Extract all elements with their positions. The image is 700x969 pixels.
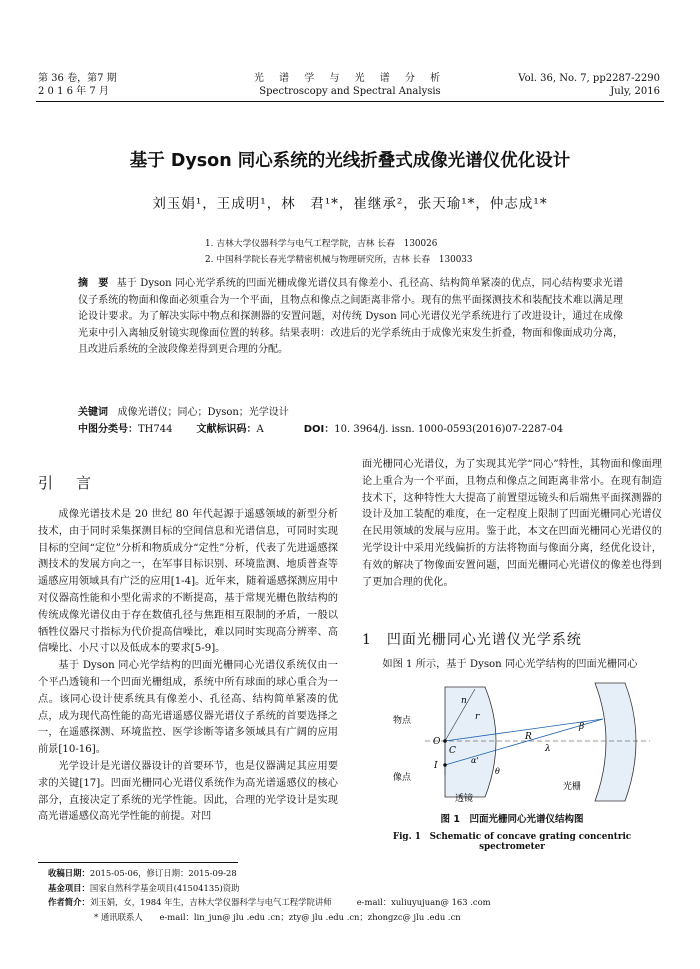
column-right (362, 457, 662, 591)
clc-label: 中图分类号： (78, 423, 138, 435)
keywords-text: 成像光谱仪；同心；Dyson；光学设计 (117, 407, 289, 418)
section-heading-1: 1 凹面光栅同心光谱仪光学系统 (362, 632, 582, 648)
paragraph: 光学设计是光谱仪器设计的首要环节，也是仪器满足其应用要求的关键[17]。凹面光栅同心光谱仪系统作为高光谱遥感仪的核心部分，直接决定了系统的光学性能。因此，合理的光学设计是实现高光谱遥感仪高光学性能的前提。对凹 (38, 760, 338, 823)
figure-caption-en: Fig. 1 Schematic of concave grating concentric spectrometer (392, 832, 632, 852)
label-image-point: 像点 (393, 773, 412, 783)
journal-name-en: Spectroscopy and Spectral Analysis (259, 86, 441, 97)
header-rule (36, 101, 664, 102)
volume-en: Vol. 36, No. 7, pp2287-2290 (518, 73, 660, 84)
section-1-text (362, 657, 662, 674)
image-point-dot (443, 763, 447, 767)
date-cn: 2 0 1 6 年 7 月 (38, 86, 109, 97)
figure-caption-cn: 图 1 凹面光栅同心光谱仪结构图 (440, 814, 584, 825)
abstract-text: 基于 Dyson 同心光学系统的凹面光栅成像光谱仪具有像差小、孔径高、结构简单紧凑的优点，同心结构要求光谱仪子系统的物面和像面必须重合为一个平面，且物点和像点之间距离非常小。现有的焦平面探测技术和装配技术难以满足理论设计要求。为了解决实际中物点和探测器的安置问题，对传统 Dyson 同心光谱仪光学系统进行了改进设计，通过在成像光束中引入离轴反射镜实现像面位置的转移。结果表明：改进后的光学系统由于成像光束发生折叠，物面和像面成功分离，且改进后系统的全波段像差得到更合理的分配。 (78, 278, 623, 355)
label-theta: θ (495, 767, 500, 776)
label-R: R (525, 732, 532, 742)
label-C: C (449, 746, 456, 756)
corresponding-author: * 通讯联系人 e-mail：lin_jun@ jlu .edu .cn；zty@ jlu .edu .cn；zhongzc@ jlu .edu .cn (94, 911, 461, 922)
grating-shape (595, 683, 636, 801)
keywords-label: 关键词 (78, 407, 108, 418)
date-en: July, 2016 (610, 86, 660, 97)
paragraph: 如图 1 所示，基于 Dyson 同心光学结构的凹面光栅同心 (382, 659, 638, 670)
paper-title: 基于 Dyson 同心系统的光线折叠式成像光谱仪优化设计 (129, 151, 571, 171)
affiliations (205, 236, 473, 268)
abstract-label: 摘 要 (78, 278, 109, 289)
label-O: O (433, 737, 441, 747)
doi-value: 10. 3964/j. issn. 1000-0593(2016)07-2287-04 (334, 423, 564, 435)
volume-cn: 第 36 卷，第7 期 (38, 73, 117, 84)
header-issue (518, 72, 660, 98)
footnotes (48, 866, 491, 924)
affiliation-1: 1. 吉林大学仪器科学与电气工程学院，吉林 长春 130026 (205, 239, 438, 249)
label-beta: β (579, 722, 585, 732)
paragraph: 基于 Dyson 同心光学结构的凹面光栅同心光谱仪系统仅由一个平凸透镜和一个凹面光栅组成，系统中所有球面的球心重合为一点。该同心设计使系统具有像差小、孔径高、结构简单紧凑的优点，成为现代高性能的高光谱遥感仪器光谱仪子系统的首要选择之一，在遥感探测、环境监控、医学诊断等诸多领域具有广阔的应用前景[10-16]。 (38, 660, 338, 756)
author-bio: 刘玉娟，女，1984 年生，吉林大学仪器科学与电气工程学院讲师 e-mail：xuliuyujuan@ 163 .com (89, 897, 491, 907)
abstract (78, 276, 623, 359)
section-heading-intro: 引 言 (38, 474, 96, 492)
label-grating: 光栅 (563, 782, 582, 792)
paragraph: 面光栅同心光谱仪，为了实现其光学“同心”特性，其物面和像面理论上重合为一个平面，且物点和像点之间距离非常小。在现有制造技术下，这种特性大大提高了前置望远镜头和后端焦平面探测器的设计及加工装配的难度，在一定程度上限制了凹面光栅同心光谱仪在民用领域的发展与应用。鉴于此，本文在凹面光栅同心光谱仪的光学设计中采用光线偏折的方法将物面与像面分离，经优化设计，有效的解决了物像面安置问题，凹面光栅同心光谱仪的像差也得到了更加合理的优化。 (362, 459, 662, 588)
lens-shape (445, 687, 496, 797)
fund-text: 国家自然科学基金项目(41504135)资助 (89, 882, 240, 893)
label-object-point: 物点 (393, 716, 412, 726)
label-I: I (434, 761, 438, 771)
figure-1-diagram (385, 679, 665, 804)
author-list: 刘玉娟¹，王成明¹，林 君¹*，崔继承²，张天瑜¹*，仲志成¹* (152, 196, 548, 212)
label-lambda: λ (545, 744, 551, 754)
received-label: 收稿日期： (48, 868, 90, 878)
fund-label: 基金项目： (48, 882, 90, 893)
label-alpha: α' (471, 756, 479, 765)
label-n: n (461, 696, 467, 706)
doc-code-label: 文献标识码： (196, 423, 257, 435)
label-lens: 透镜 (455, 794, 474, 804)
footnote-rule (38, 862, 238, 863)
doc-code-value: A (256, 423, 264, 435)
keywords-block (78, 405, 623, 438)
received-dates: 2015-05-06，修订日期：2015-09-28 (89, 868, 237, 878)
object-point-dot (443, 739, 447, 743)
journal-name-cn: 光 谱 学 与 光 谱 分 析 (253, 73, 447, 84)
column-left (38, 507, 338, 826)
doi-label: DOI： (303, 423, 335, 435)
paragraph: 成像光谱技术是 20 世纪 80 年代起源于遥感领域的新型分析技术，由于同时采集探测目标的空间信息和光谱信息，可同时实现目标的空间“定位”分析和物质成分“定性”分析，代表了先进遥感探测技术的发展方向之一，在军事目标识别、环境监测、地质普查等遥感应用领域具有广泛的应用[1-4]。近年来，随着遥感探测应用中对仪器高性能和小型化需求的不断提高，基于常规光栅色散结构的传统成像光谱仪由于存在数值孔径与焦距相互限制的矛盾，一般以牺牲仪器尺寸指标为代价提高信噪比，难以同时实现高分辨率、高信噪比、小尺寸以及低成本的要求[5-9]。 (38, 509, 338, 655)
author-bio-label: 作者简介： (48, 897, 90, 907)
affiliation-2: 2. 中国科学院长春光学精密机械与物理研究所，吉林 长春 130033 (205, 255, 473, 265)
clc-value: TH744 (138, 423, 173, 435)
label-r: r (475, 712, 480, 722)
